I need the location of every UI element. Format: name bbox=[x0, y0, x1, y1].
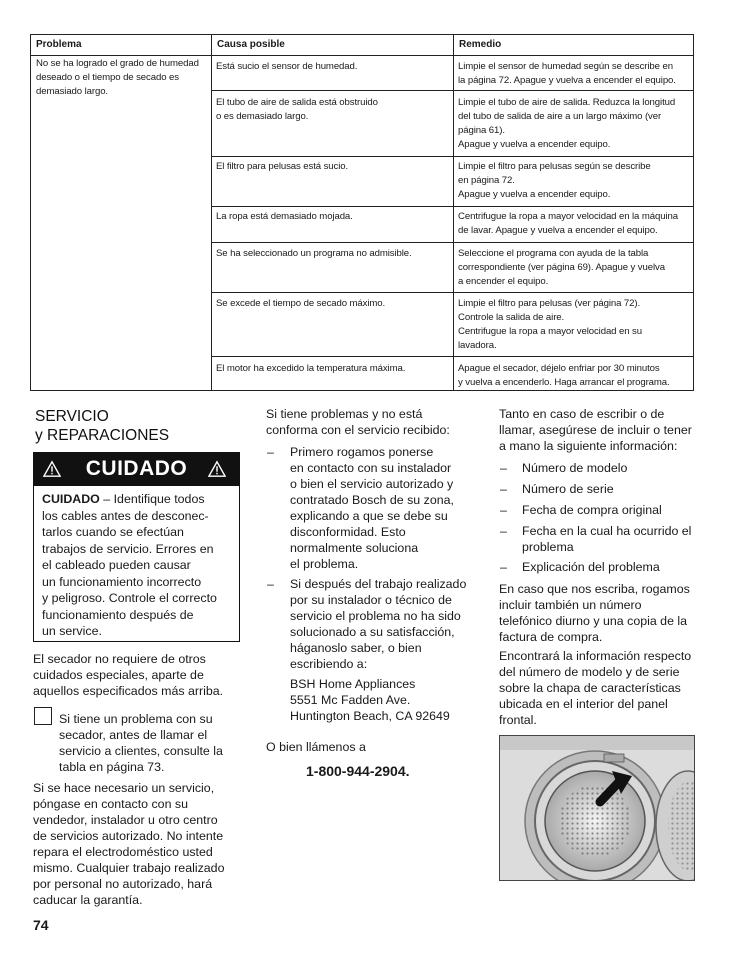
warning-body bbox=[42, 491, 234, 640]
header-causa: Causa posible bbox=[217, 39, 285, 50]
nameplate-paragraph: Encontrará la información respecto del número de modelo y de serie sobre la chapa de características ubicada en el interior del panel frontal. bbox=[499, 649, 692, 727]
dash-bullet: – bbox=[500, 560, 507, 574]
table-row-6-remedy: Limpie el filtro para pelusas (ver página 72). Controle la salida de aire. Centrifugue la ropa a mayor velocidad en su lavadora. bbox=[458, 298, 642, 351]
dash-bullet: – bbox=[267, 577, 274, 591]
table-row-7-remedy: Apague el secador, déjelo enfriar por 30 minutos y vuelva a encenderlo. Haga arrancar el programa. bbox=[458, 363, 670, 388]
dash-bullet: – bbox=[500, 524, 507, 538]
warning-box bbox=[33, 452, 240, 642]
header-problema: Problema bbox=[36, 39, 82, 50]
dash-bullet: – bbox=[500, 461, 507, 475]
row-divider bbox=[211, 242, 693, 243]
info-item-purchase-date: Fecha de compra original bbox=[522, 503, 662, 517]
complaint-step-1: Primero rogamos ponerse en contacto con su instalador o bien el servicio autorizado y contratado Bosch de su zona, explicando a que se debe su disconformidad. Esto normalmente soluciona el problema. bbox=[290, 445, 454, 571]
info-item-serial: Número de serie bbox=[522, 482, 614, 496]
table-row-3-remedy: Limpie el filtro para pelusas según se describe en página 72. Apague y vuelva a encender equipo. bbox=[458, 161, 651, 200]
column-divider bbox=[211, 35, 212, 390]
table-header bbox=[31, 35, 693, 56]
info-intro: Tanto en caso de escribir o de llamar, asegúrese de incluir o tener a mano la siguiente información: bbox=[499, 407, 692, 453]
call-text: O bien llámenos a bbox=[266, 740, 366, 754]
mail-paragraph: En caso que nos escriba, rogamos incluir también un número telefónico diurno y una copia de la factura de compra. bbox=[499, 582, 690, 644]
table-row-5-remedy: Seleccione el programa con ayuda de la tabla correspondiente (ver página 69). Apague y vuelva a encender el equipo. bbox=[458, 248, 665, 287]
table-row-4-remedy: Centrifugue la ropa a mayor velocidad en la máquina de lavar. Apague y vuelva a encender el equipo. bbox=[458, 211, 678, 236]
column-divider bbox=[453, 35, 454, 390]
warning-triangle-icon bbox=[208, 460, 226, 478]
table-row-4-cause: La ropa está demasiado mojada. bbox=[216, 211, 353, 222]
dash-bullet: – bbox=[267, 445, 274, 459]
row-divider bbox=[211, 356, 693, 357]
row-divider bbox=[211, 156, 693, 157]
section-title: SERVICIO y REPARACIONES bbox=[35, 408, 170, 444]
table-row-7-cause: El motor ha excedido la temperatura máxima. bbox=[216, 363, 406, 374]
table-row-1-remedy: Limpie el sensor de humedad según se describe en la página 72. Apague y vuelva a encender el equipo. bbox=[458, 61, 676, 86]
page-number: 74 bbox=[33, 917, 49, 933]
dash-bullet: – bbox=[500, 503, 507, 517]
row-divider bbox=[211, 292, 693, 293]
troubleshooting-table bbox=[30, 34, 694, 391]
table-row-2-remedy: Limpie el tubo de aire de salida. Reduzca la longitud del tubo de salida de aire a un largo máximo (ver página 61). Apague y vuelva a encender equipo. bbox=[458, 97, 676, 150]
table-row-5-cause: Se ha seleccionado un programa no admisible. bbox=[216, 248, 412, 259]
service-paragraph: Si se hace necesario un servicio, póngase en contacto con su vendedor, instalador u otro centro de servicios autorizado. No intente repara el electrodoméstico usted mismo. Cualquier trabajo realizado por personal no autorizado, hará caducar la garantía. bbox=[33, 781, 225, 907]
table-row-6-cause: Se excede el tiempo de secado máximo. bbox=[216, 298, 386, 309]
table-row-1-cause: Está sucio el sensor de humedad. bbox=[216, 61, 358, 72]
note-box-icon bbox=[34, 707, 52, 725]
row-divider bbox=[211, 206, 693, 207]
complaint-intro: Si tiene problemas y no está conforma con el servicio recibido: bbox=[266, 407, 450, 437]
info-item-problem-date: Fecha en la cual ha ocurrido el problema bbox=[522, 524, 692, 554]
warning-lead: CUIDADO bbox=[42, 492, 100, 506]
info-item-explanation: Explicación del problema bbox=[522, 560, 660, 574]
table-row-2-cause: El tubo de aire de salida está obstruido o es demasiado largo. bbox=[216, 97, 378, 122]
warning-title: CUIDADO bbox=[85, 457, 188, 480]
dryer-door-photo bbox=[499, 735, 695, 881]
warning-header bbox=[34, 453, 239, 486]
dash-bullet: – bbox=[500, 482, 507, 496]
info-item-model: Número de modelo bbox=[522, 461, 628, 475]
dryer-drum-illustration bbox=[500, 736, 695, 881]
note-text: Si tiene un problema con su secador, antes de llamar el servicio a clientes, consulte la tabla en página 73. bbox=[59, 712, 223, 774]
table-row-3-cause: El filtro para pelusas está sucio. bbox=[216, 161, 349, 172]
complaint-step-2: Si después del trabajo realizado por su instalador o técnico de servicio el problema no ha sido solucionado a su satisfacción, háganoslo saber, o bien escribiendo a: bbox=[290, 577, 467, 671]
phone-number: 1-800-944-2904. bbox=[306, 763, 410, 779]
header-remedio: Remedio bbox=[459, 39, 502, 50]
mailing-address: BSH Home Appliances 5551 Mc Fadden Ave. Huntington Beach, CA 92649 bbox=[290, 677, 450, 723]
problem-cell: No se ha logrado el grado de humedad deseado o el tiempo de secado es demasiado largo. bbox=[36, 58, 199, 97]
row-divider bbox=[211, 90, 693, 91]
care-paragraph: El secador no requiere de otros cuidados especiales, aparte de aquellos especificados más arriba. bbox=[33, 652, 224, 698]
warning-text: – Identifique todos los cables antes de desconec- tarlos cuando se efectúan trabajos de servicio. Errores en el cableado pueden causar un funcionamiento incorrecto y peligroso. Controle el correcto funcionamiento después de un service. bbox=[42, 492, 217, 638]
